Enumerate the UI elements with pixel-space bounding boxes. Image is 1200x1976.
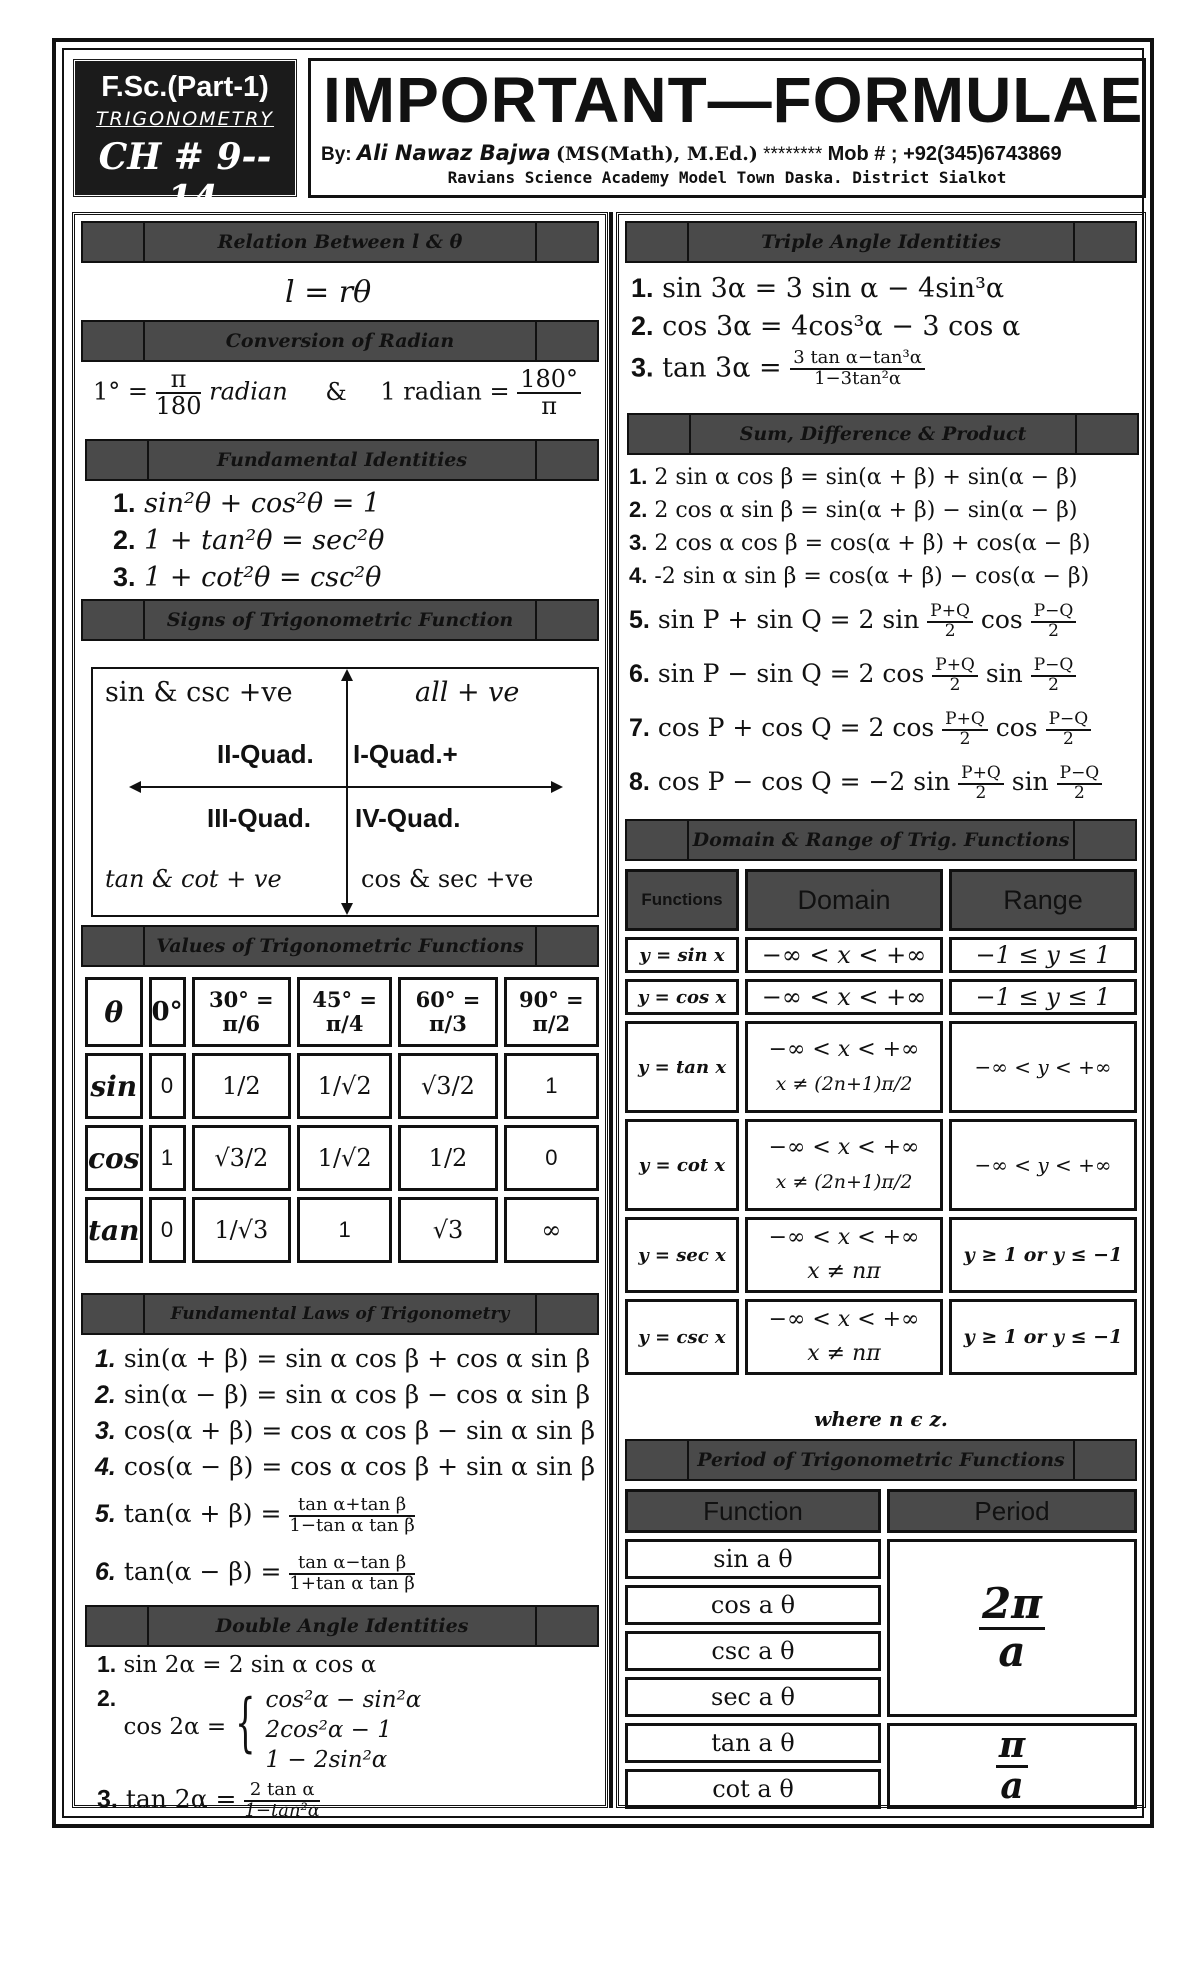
course-title: F.Sc.(Part-1): [101, 71, 269, 103]
angle-60-header: 60° = π/3: [398, 977, 497, 1047]
tan-60: √3: [398, 1197, 497, 1263]
section-heading-laws: [81, 1293, 599, 1335]
ampersand: &: [325, 377, 347, 406]
domain-row-sin: y = sin x −∞ < x < +∞ −1 ≤ y ≤ 1: [625, 937, 1137, 973]
tan-diff-law: 6. tan(α − β) = $\frac{\text{tan α−tan β}}{\text{1+tan α tan β}}$: [95, 1551, 415, 1594]
mobile-number: Mob # ; +92(345)6743869: [827, 143, 1062, 165]
domain-col-header: Domain: [745, 869, 943, 931]
product-sin-cos: 2 sin α cos β = sin(α + β) + sin(α − β): [654, 465, 1078, 490]
degree-lhs: 1° =: [93, 377, 149, 406]
chapter-label: CH # 9---14: [98, 136, 272, 220]
sin-90: 1: [504, 1053, 599, 1119]
author-qualification: (MS(Math), M.Ed.): [555, 143, 758, 165]
quad3-label: III-Quad.: [207, 803, 311, 833]
pythagorean-identity-3: 1 + cot²θ = csc²θ: [144, 562, 382, 593]
angle-30-header: 30° = π/6: [192, 977, 291, 1047]
sin-row: [85, 1053, 599, 1119]
relation-heading: Relation Between l & θ: [217, 231, 463, 253]
product-sin-sin: -2 sin α sin β = cos(α + β) − cos(α − β): [654, 564, 1090, 589]
domain-row-cos: y = cos x −∞ < x < +∞ −1 ≤ y ≤ 1: [625, 979, 1137, 1015]
180-over-pi: $\frac{180^\circ}{\pi}$: [517, 367, 581, 419]
section-heading-fundamental: [85, 439, 599, 481]
period-pi-over-a: $\frac{\pi}{a}$: [887, 1723, 1137, 1809]
double-heading: Double Angle Identities: [215, 1615, 469, 1637]
trig-values-table: [79, 971, 605, 1269]
stars: ********: [763, 144, 823, 165]
tan-triple-angle: 3. tan 3α = $\frac{\text{3 tan α−tan³α}}{\text{1−3tan²α}}$: [631, 349, 925, 389]
cos-triple-angle: 2. cos 3α = 4cos³α − 3 cos α: [631, 311, 1021, 342]
sin-diff-law: sin(α − β) = sin α cos β − cos α sin β: [123, 1380, 591, 1409]
cos-double-case-2: 2cos²α − 1: [265, 1717, 392, 1743]
radian-unit: radian: [209, 377, 288, 406]
product-cos-cos: 2 cos α cos β = cos(α + β) + cos(α − β): [654, 531, 1091, 556]
cos-30: √3/2: [192, 1125, 291, 1191]
period-fn-tan: tan a θ: [625, 1723, 881, 1763]
conversion-heading: Conversion of Radian: [225, 330, 455, 352]
sum-list: 1. 2 sin α cos β = sin(α + β) + sin(α − β) 2. 2 cos α sin β = sin(α + β) − sin(α − β) 3. 2 cos α cos β = cos(α + β) + cos(α − β) 4. -2 sin α sin β = cos(α + β) − cos(α − β) 5. sin P + sin Q = 2 sin $\frac{P+Q}{2}$ cos $\frac{P-Q}{2}$ 6. sin P − sin Q = 2 cos $\frac{P+Q}{2}$ sin $\frac{P-Q}{2}$ 7. cos P + cos Q = 2 cos $\frac{P+Q}{2}$ cos $\frac{P-Q}{2}$ 8. cos P − cos Q = −2 sin $\frac{P+Q}{2}$ sin $\frac{P-Q}{2}$: [629, 461, 1102, 809]
period-heading: Period of Trigonometric Functions: [697, 1449, 1065, 1471]
fundamental-list: 1. sin²θ + cos²θ = 1 2. 1 + tan²θ = sec²θ 3. 1 + cot²θ = csc²θ: [113, 488, 385, 593]
quad1-sign: all + ve: [415, 677, 520, 708]
tan-45: 1: [297, 1197, 392, 1263]
page-title: IMPORTANT—FORMULAE: [323, 64, 1144, 136]
title-block: [308, 58, 1146, 198]
section-heading-signs: [81, 599, 599, 641]
quad4-sign: cos & sec +ve: [361, 865, 534, 893]
product-cos-sin: 2 cos α sin β = sin(α + β) − sin(α − β): [654, 498, 1078, 523]
period-fn-csc: csc a θ: [625, 1631, 881, 1671]
angle-90-header: 90° = π/2: [504, 977, 599, 1047]
theta-header: θ: [85, 977, 143, 1047]
tan-0: 0: [149, 1197, 186, 1263]
quad2-label: II-Quad.: [217, 739, 314, 769]
subject-label: TRIGONOMETRY: [95, 108, 275, 130]
laws-list: 1. sin(α + β) = sin α cos β + cos α sin β 2. sin(α − β) = sin α cos β − cos α sin β 3. cos(α + β) = cos α cos β − sin α sin β 4. cos(α − β) = cos α cos β + sin α sin β 5. tan(α + β) = $\frac{\text{tan α+tan β}}{\text{1−tan α tan β}}$ 6. tan(α − β) = $\frac{\text{tan α−tan β}}{\text{1+tan α tan β}}$: [95, 1341, 595, 1601]
sum-to-product-5: 5. sin P + sin Q = 2 sin $\frac{P+Q}{2}$ cos $\frac{P-Q}{2}$: [629, 593, 1102, 647]
cos-45: 1/√2: [297, 1125, 392, 1191]
sheet-frame: [62, 48, 1144, 1821]
period-fn-sin: sin a θ: [625, 1539, 881, 1579]
tan-sum-law: 5. tan(α + β) = $\frac{\text{tan α+tan β}}{\text{1−tan α tan β}}$: [95, 1493, 415, 1536]
period-fn-sec: sec a θ: [625, 1677, 881, 1717]
sin-0: 0: [149, 1053, 186, 1119]
section-heading-period: [625, 1439, 1137, 1481]
author-line: [321, 141, 1143, 166]
left-column: [72, 212, 608, 1821]
sin-double-angle: 1. sin 2α = 2 sin α cos α: [97, 1651, 377, 1678]
sum-to-product-7: 7. cos P + cos Q = 2 cos $\frac{P+Q}{2}$ cos $\frac{P-Q}{2}$: [629, 701, 1102, 755]
pi-over-180: $\frac{\pi}{180}$: [155, 365, 202, 421]
triple-heading: Triple Angle Identities: [761, 231, 1001, 253]
column-divider: [609, 212, 613, 1808]
range-col-header: Range: [949, 869, 1137, 931]
quad3-sign: tan & cot + ve: [105, 865, 282, 893]
cos-double-angle: 2. cos 2α = { cos²α − sin²α 2cos²α − 1 1 − 2sin²α: [97, 1685, 422, 1773]
integer-note: where n ϵ z.: [814, 1407, 948, 1431]
formula-sheet: [52, 38, 1154, 1828]
sum-to-product-8: 8. cos P − cos Q = −2 sin $\frac{P+Q}{2}$ sin $\frac{P-Q}{2}$: [629, 755, 1102, 809]
period-fn-cot: cot a θ: [625, 1769, 881, 1809]
angle-0-header: 0°: [149, 977, 186, 1047]
pythagorean-identity-1: sin²θ + cos²θ = 1: [144, 488, 381, 519]
period-fn-cos: cos a θ: [625, 1585, 881, 1625]
cos-double-case-3: 1 − 2sin²α: [265, 1747, 388, 1773]
section-heading-domain: [625, 819, 1137, 861]
function-col-header: Function: [625, 1489, 881, 1533]
domain-row-tan: y = tan x −∞ < x < +∞ x ≠ (2n+1)π/2 −∞ < y < +∞: [625, 1021, 1137, 1113]
domain-range-table: [619, 863, 1143, 1381]
domain-header-row: [625, 869, 1137, 931]
angle-45-header: 45° = π/4: [297, 977, 392, 1047]
cos-0: 1: [149, 1125, 186, 1191]
arc-length-formula: l = rθ: [285, 275, 372, 310]
laws-heading: Fundamental Laws of Trigonometry: [170, 1304, 510, 1324]
sin-60: √3/2: [398, 1053, 497, 1119]
tan-double-angle: 3. tan 2α = $\frac{\text{2 tan α}}{\text{1−tan²α}}$: [97, 1779, 320, 1821]
radian-lhs: 1 radian =: [380, 377, 510, 406]
right-column: [616, 212, 1146, 1808]
tan-label: tan: [85, 1197, 143, 1263]
cos-sum-law: cos(α + β) = cos α cos β − sin α sin β: [123, 1416, 596, 1445]
academy-line: Ravians Science Academy Model Town Daska. District Sialkot: [447, 168, 1007, 187]
cos-label: cos: [85, 1125, 143, 1191]
section-heading-values: [81, 925, 599, 967]
section-heading-conversion: [81, 320, 599, 362]
cos-60: 1/2: [398, 1125, 497, 1191]
period-2pi-over-a: $\frac{2\pi}{a}$: [887, 1539, 1137, 1717]
tan-30: 1/√3: [192, 1197, 291, 1263]
cos-diff-law: cos(α − β) = cos α cos β + sin α sin β: [123, 1452, 596, 1481]
pythagorean-identity-2: 1 + tan²θ = sec²θ: [144, 525, 385, 556]
sin-triple-angle: 1. sin 3α = 3 sin α − 4sin³α: [631, 273, 1005, 304]
quadrant-diagram: [91, 667, 599, 917]
domain-heading: Domain & Range of Trig. Functions: [692, 829, 1070, 851]
by-label: By:: [321, 144, 352, 165]
sin-45: 1/√2: [297, 1053, 392, 1119]
cos-90: 0: [504, 1125, 599, 1191]
period-col-header: Period: [887, 1489, 1137, 1533]
fundamental-heading: Fundamental Identities: [216, 449, 468, 471]
domain-row-csc: y = csc x −∞ < x < +∞ x ≠ nπ y ≥ 1 or y ≤ −1: [625, 1299, 1137, 1375]
domain-row-sec: y = sec x −∞ < x < +∞ x ≠ nπ y ≥ 1 or y ≤ −1: [625, 1217, 1137, 1293]
tan-90: ∞: [504, 1197, 599, 1263]
sin-label: sin: [85, 1053, 143, 1119]
quad4-label: IV-Quad.: [355, 803, 461, 833]
sin-sum-law: sin(α + β) = sin α cos β + cos α sin β: [123, 1344, 591, 1373]
functions-col-header: Functions: [625, 869, 739, 931]
period-table: [619, 1483, 1143, 1815]
domain-row-cot: y = cot x −∞ < x < +∞ x ≠ (2n+1)π/2 −∞ < y < +∞: [625, 1119, 1137, 1211]
cos-double-case-1: cos²α − sin²α: [265, 1687, 422, 1713]
period-header-row: [625, 1489, 1137, 1533]
section-heading-relation: [81, 221, 599, 263]
section-heading-triple: [625, 221, 1137, 263]
sum-to-product-6: 6. sin P − sin Q = 2 cos $\frac{P+Q}{2}$ sin $\frac{P-Q}{2}$: [629, 647, 1102, 701]
section-heading-sum: [627, 413, 1139, 455]
tan-row: [85, 1197, 599, 1263]
sin-30: 1/2: [192, 1053, 291, 1119]
cos-row: [85, 1125, 599, 1191]
section-heading-double: [85, 1605, 599, 1647]
values-header-row: [85, 977, 599, 1047]
values-heading: Values of Trigonometric Functions: [156, 935, 524, 957]
author-name: Ali Nawaz Bajwa: [356, 141, 551, 165]
quad1-label: I-Quad.+: [353, 739, 458, 769]
quad2-sign: sin & csc +ve: [105, 677, 293, 708]
course-badge: [72, 58, 298, 220]
radian-conversion: [93, 367, 581, 419]
signs-heading: Signs of Trigonometric Function: [166, 609, 514, 631]
sum-heading: Sum, Difference & Product: [739, 423, 1027, 445]
